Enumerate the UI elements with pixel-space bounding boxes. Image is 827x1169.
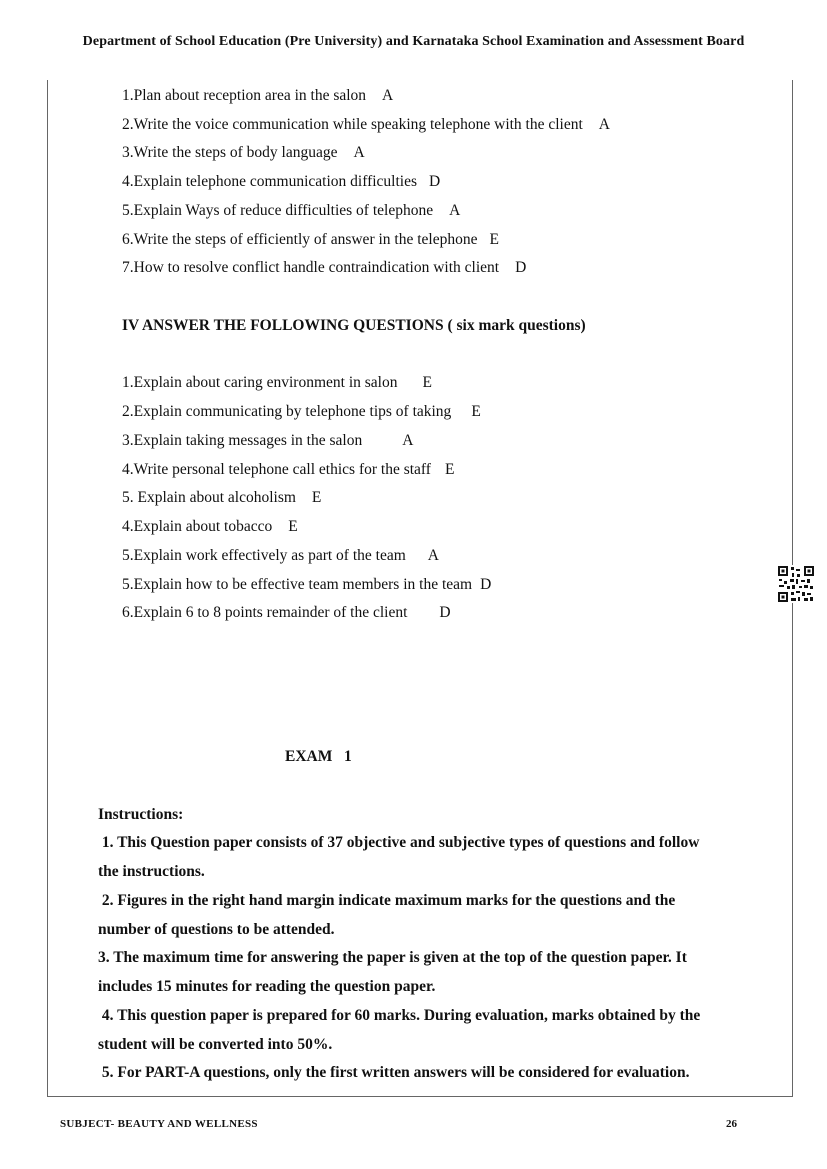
list-item: 1.Explain about caring environment in salon E bbox=[122, 374, 432, 391]
instruction-line: includes 15 minutes for reading the question paper. bbox=[98, 978, 436, 995]
page-header: Department of School Education (Pre University) and Karnataka School Examination and Assessment Board bbox=[82, 34, 745, 49]
instruction-line: 2. Figures in the right hand margin indicate maximum marks for the questions and the bbox=[98, 892, 676, 909]
list-item: 5. Explain about alcoholism E bbox=[122, 489, 322, 506]
instruction-line: 3. The maximum time for answering the paper is given at the top of the question paper. It bbox=[98, 949, 687, 966]
instruction-line: the instructions. bbox=[98, 863, 205, 880]
list-item: 5.Explain work effectively as part of the team A bbox=[122, 547, 439, 564]
section-heading: IV ANSWER THE FOLLOWING QUESTIONS ( six mark questions) bbox=[122, 317, 586, 334]
list-item: 4.Write personal telephone call ethics for the staff E bbox=[122, 461, 455, 478]
list-item: 3.Explain taking messages in the salon A bbox=[122, 432, 414, 449]
instructions-heading: Instructions: bbox=[98, 806, 184, 823]
list-item: 6.Write the steps of efficiently of answer in the telephone E bbox=[122, 231, 499, 248]
list-item: 4.Explain about tobacco E bbox=[122, 518, 298, 535]
footer-subject: SUBJECT- BEAUTY AND WELLNESS bbox=[60, 1118, 258, 1130]
list-item: 3.Write the steps of body language A bbox=[122, 144, 365, 161]
instruction-line: 1. This Question paper consists of 37 objective and subjective types of questions and follow bbox=[98, 834, 700, 851]
list-item: 4.Explain telephone communication difficulties D bbox=[122, 173, 441, 190]
list-item: 1.Plan about reception area in the salon A bbox=[122, 87, 394, 104]
page-number: 26 bbox=[726, 1118, 737, 1130]
instruction-line: number of questions to be attended. bbox=[98, 921, 335, 938]
instruction-line: 5. For PART-A questions, only the first written answers will be considered for evaluation. bbox=[98, 1064, 690, 1081]
list-item: 2.Explain communicating by telephone tips of taking E bbox=[122, 403, 481, 420]
instruction-line: student will be converted into 50%. bbox=[98, 1036, 333, 1053]
list-item: 5.Explain Ways of reduce difficulties of telephone A bbox=[122, 202, 461, 219]
list-item: 7.How to resolve conflict handle contraindication with client D bbox=[122, 259, 527, 276]
instruction-line: 4. This question paper is prepared for 60 marks. During evaluation, marks obtained by the bbox=[98, 1007, 701, 1024]
list-item: 2.Write the voice communication while speaking telephone with the client A bbox=[122, 116, 610, 133]
list-item: 6.Explain 6 to 8 points remainder of the client D bbox=[122, 604, 451, 621]
list-item: 5.Explain how to be effective team members in the team D bbox=[122, 576, 492, 593]
exam-title: EXAM 1 bbox=[285, 748, 352, 765]
qr-code-icon bbox=[777, 565, 815, 603]
